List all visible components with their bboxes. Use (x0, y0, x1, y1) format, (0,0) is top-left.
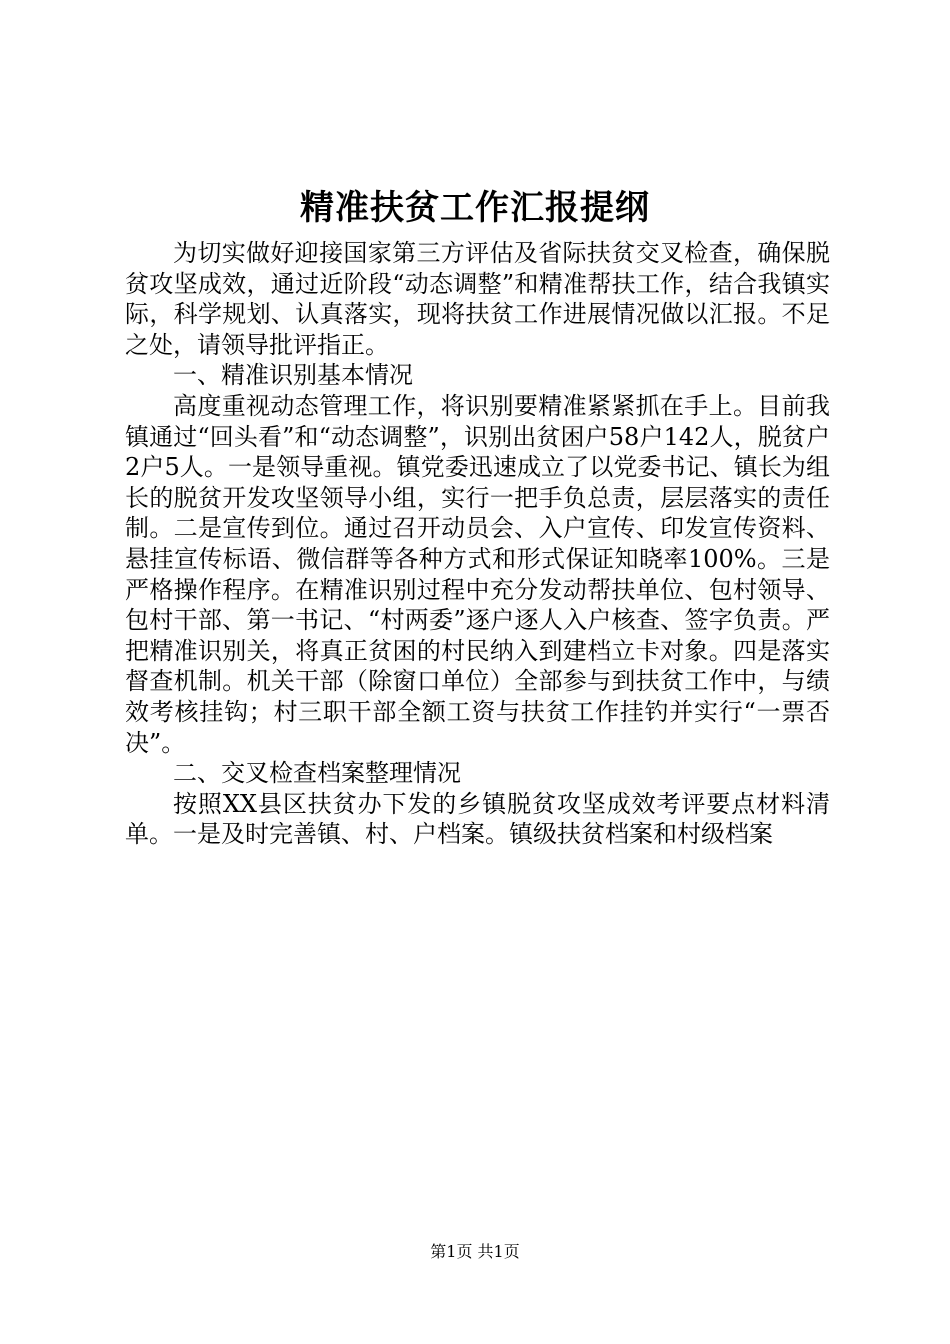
section-heading-2: 二、交叉检查档案整理情况 (173, 759, 461, 788)
section-2-paragraph: 按照XX县区扶贫办下发的乡镇脱贫攻坚成效考评要点材料清单。一是及时完善镇、村、户档案。镇级扶贫档案和村级档案 (125, 789, 830, 849)
document-title: 精准扶贫工作汇报提纲 (300, 188, 650, 228)
document-body (125, 238, 830, 850)
section-1-paragraph: 高度重视动态管理工作，将识别要精准紧紧抓在手上。目前我镇通过“回头看”和“动态调整”，识别出贫困户58户142人，脱贫户2户5人。一是领导重视。镇党委迅速成立了以党委书记、镇长为组长的脱贫开发攻坚领导小组，实行一把手负总责，层层落实的责任制。二是宣传到位。通过召开动员会、入户宣传、印发宣传资料、悬挂宣传标语、微信群等各种方式和形式保证知晓率100%。三是严格操作程序。在精准识别过程中充分发动帮扶单位、包村领导、包村干部、第一书记、“村两委”逐户逐人入户核查、签字负责。严把精准识别关，将真正贫困的村民纳入到建档立卡对象。四是落实督查机制。机关干部（除窗口单位）全部参与到扶贫工作中，与绩效考核挂钩；村三职干部全额工资与扶贫工作挂钓并实行“一票否决”。 (125, 391, 830, 757)
section-heading-1: 一、精准识别基本情况 (173, 361, 413, 390)
page-footer: 第1页 共1页 (430, 1242, 520, 1261)
intro-paragraph: 为切实做好迎接国家第三方评估及省际扶贫交叉检查，确保脱贫攻坚成效，通过近阶段“动态调整”和精准帮扶工作，结合我镇实际，科学规划、认真落实，现将扶贫工作进展情况做以汇报。不足之处，请领导批评指正。 (125, 239, 830, 359)
